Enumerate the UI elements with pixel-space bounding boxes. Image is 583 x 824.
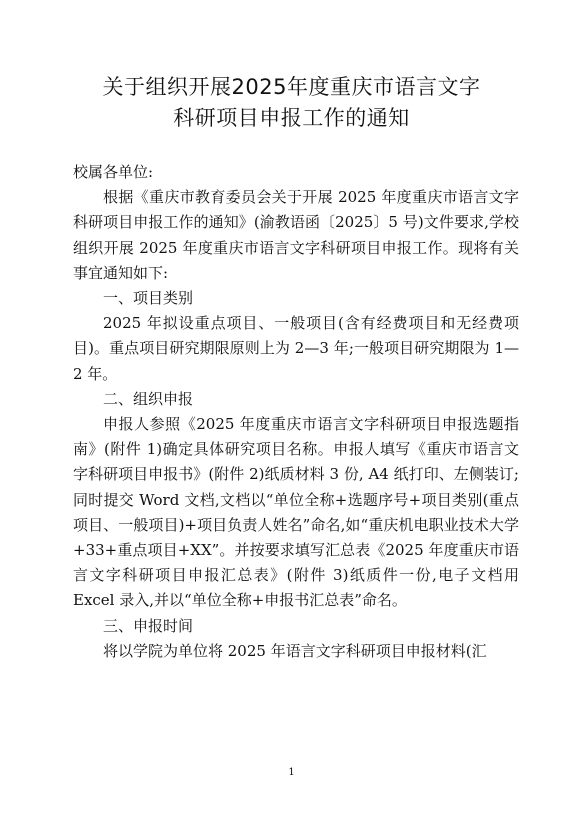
- section-paragraph-1: 2025 年拟设重点项目、一般项目(含有经费项目和无经费项目)。重点项目研究期限原则上为 2—3 年;一般项目研究期限为 1—2 年。: [73, 314, 519, 383]
- section-paragraph-2: 申报人参照《2025 年度重庆市语言文字科研项目申报选题指南》(附件 1)确定具体研究项目名称。申报人填写《重庆市语言文字科研项目申报书》(附件 2)纸质材料 3 份, A4 纸打印、左侧装订;同时提交 Word 文档,文档以“单位全称+选题序号+项目类别(重点项目、一般项目)+项目负责人姓名”命名,如“重庆机电职业技术大学+33+重点项目+XX”。并按要求填写汇总表《2025 年度重庆市语言文字科研项目申报汇总表》(附件 3)纸质件一份,电子文档用 Excel 录入,并以“单位全称+申报书汇总表”命名。: [73, 415, 519, 610]
- document-title-line-1: 关于组织开展2025年度重庆市语言文字: [102, 75, 481, 99]
- section-heading-3: 三、申报时间: [103, 616, 194, 635]
- salutation: 校属各单位:: [73, 163, 154, 181]
- document-title-line-2: 科研项目申报工作的通知: [173, 106, 410, 130]
- page-number: 1: [288, 767, 295, 778]
- section-heading-1: 一、项目类别: [103, 289, 194, 308]
- section-paragraph-3: 将以学院为单位将 2025 年语言文字科研项目申报材料(汇: [103, 641, 487, 660]
- document-body: [73, 160, 519, 664]
- intro-paragraph: 根据《重庆市教育委员会关于开展 2025 年度重庆市语言文字科研项目申报工作的通知》(渝教语函〔2025〕5 号)文件要求,学校组织开展 2025 年度重庆市语言文字科研项目申报工作。现将有关事宜通知如下:: [73, 188, 519, 282]
- section-heading-2: 二、组织申报: [103, 389, 194, 408]
